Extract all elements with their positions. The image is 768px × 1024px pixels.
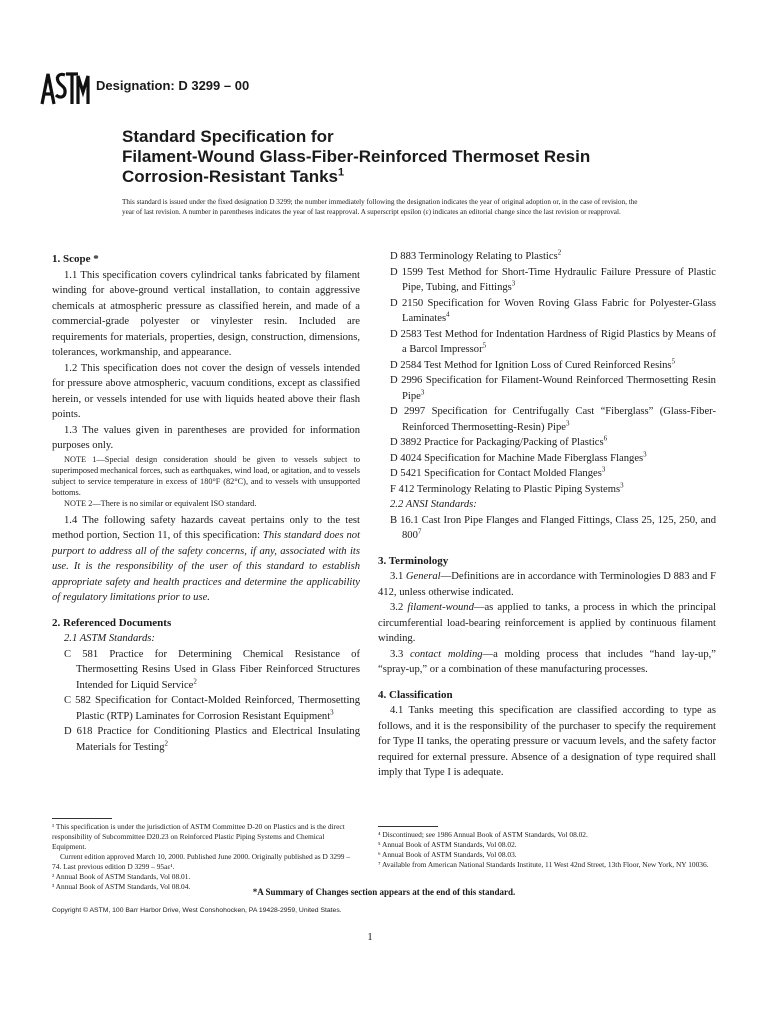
footnote-1-edition: Current edition approved March 10, 2000. Published June 2000. Originally published as D 3299 – 74. Last previous edition D 3299 – 95aε¹. — [52, 852, 351, 871]
footnote-2: ² Annual Book of ASTM Standards, Vol 08.01. — [52, 872, 191, 881]
ref-code: D 3892 — [390, 437, 422, 448]
ref-right-2 — [378, 296, 716, 327]
referenced-list-right — [378, 249, 716, 497]
para-3-3: 3.3 contact molding—a molding process that includes “hand lay-up,” “spray-up,” or a combination of these manufacturing processes. — [378, 648, 716, 675]
ref-right-0 — [378, 249, 716, 265]
ref-left-0 — [52, 647, 360, 694]
sub-astm-standards: 2.1 ASTM Standards: — [64, 633, 155, 644]
ref-footnote-mark: 5 — [482, 341, 487, 350]
ref-code: D 4024 — [390, 452, 422, 464]
ref-footnote-mark: 4 — [446, 310, 450, 319]
title-footnote-mark: 1 — [338, 166, 345, 179]
ref-title: Test Method for Ignition Loss of Cured Reinforced Resins — [423, 359, 672, 371]
ref-footnote-mark: 3 — [601, 465, 606, 474]
ref-code: D 2583 — [390, 328, 422, 340]
ref-title: Terminology Relating to Plastics — [418, 251, 558, 262]
ref-right-6 — [378, 404, 716, 435]
title-line-1: Standard Specification for — [122, 127, 334, 146]
ref-footnote-mark: 5 — [671, 356, 676, 365]
para-1-2: 1.2 This specification does not cover the design of vessels intended for pressure above atmospheric, vacuum conditions, except as classified herein, or vessels intended for use with liquids heated above their flash points. — [52, 362, 360, 420]
ref-footnote-mark: 3 — [620, 480, 624, 489]
ref-code: C 582 — [64, 695, 91, 706]
para-1-1: 1.1 This specification covers cylindrical tanks fabricated by filament winding for above-ground vertical installation, to contain aggressive chemicals at atmospheric pressure as classified herein, and made of a commercial-grade polyester or vinylester resin. Included are requirements for materials, properties, design, construction, dimensions, tolerances, workmanship, and appearance. — [52, 269, 360, 358]
ref-title: Specification for Centrifugally Cast “Fiberglass” (Glass-Fiber-Reinforced Thermosetting-Resin) Pipe — [402, 406, 716, 433]
ref-title: Specification for Contact Molded Flanges — [424, 468, 602, 479]
ref-right-4 — [378, 358, 716, 374]
footnote-5: ⁵ Annual Book of ASTM Standards, Vol 08.02. — [378, 840, 517, 849]
ref-title: Specification for Woven Roving Glass Fabric for Polyester-Glass Laminates — [402, 297, 716, 324]
right-column — [378, 249, 716, 781]
ref-title: Practice for Conditioning Plastics and Electrical Insulating Materials for Testing — [76, 726, 360, 753]
ref-title: Test Method for Indentation Hardness of Rigid Plastics by Means of a Barcol Impressor — [402, 328, 716, 355]
ref-right-9 — [378, 466, 716, 482]
note-1: NOTE 1—Special design consideration should be given to vessels subject to superimposed mechanical forces, such as earthquakes, wind load, or agitation, and to vessels subject to service temperature in excess of 180°F (82°C), and to vessels with unsupported bottoms. — [52, 454, 360, 497]
footnote-3: ³ Annual Book of ASTM Standards, Vol 08.04. — [52, 882, 191, 891]
para-1-3: 1.3 The values given in parentheses are provided for information purposes only. — [52, 424, 360, 451]
ref-code: D 2584 — [390, 359, 422, 371]
ref-right-7 — [378, 435, 716, 451]
astm-logo — [38, 64, 90, 112]
ref-code: C 581 — [64, 648, 99, 660]
ref-right-5 — [378, 373, 716, 404]
ref-code: D 1599 — [390, 266, 423, 278]
footnote-4: ⁴ Discontinued; see 1986 Annual Book of ASTM Standards, Vol 08.02. — [378, 830, 588, 839]
ref-right-10 — [378, 482, 716, 498]
para-1-4: 1.4 The following safety hazards caveat pertains only to the test method portion, Section 11, of this specification: This standard does not purport to address all of the safety concerns, if any, associated with its use. It is the responsibility of the user of this standard to establish appropriate safety and health practices and determine the applicability of regulatory limitations prior to use. — [52, 514, 361, 603]
footnote-1: ¹ This specification is under the jurisdiction of ASTM Committee D-20 on Plastics and is the direct responsibility of Subcommittee D20.23 on Reinforced Plastic Piping Systems and Chemical Equipment. — [52, 822, 345, 851]
footnote-rule-left — [52, 818, 112, 819]
document-title — [122, 127, 682, 187]
section-heading-scope: 1. Scope * — [52, 253, 99, 265]
summary-of-changes-note: *A Summary of Changes section appears at the end of this standard. — [252, 887, 516, 897]
ref-title: Terminology Relating to Plastic Piping Systems — [416, 483, 621, 495]
copyright-line: Copyright © ASTM, 100 Barr Harbor Drive, West Conshohocken, PA 19428-2959, United States. — [52, 907, 342, 914]
sub-ansi-standards: 2.2 ANSI Standards: — [390, 499, 477, 510]
ref-ansi: B 16.1 Cast Iron Pipe Flanges and Flanged Fittings, Class 25, 125, 250, and $800^7$ — [390, 514, 717, 541]
ref-left-2 — [52, 724, 360, 755]
referenced-list-left — [52, 647, 360, 756]
footnote-rule-right — [378, 826, 438, 827]
section-heading-referenced: 2. Referenced Documents — [52, 616, 172, 629]
para-4-1: 4.1 Tanks meeting this specification are classified according to type as follows, and it is the responsibility of the purchaser to specify the requirement for Type II tanks, the operating pressure or vacuum levels, and the safety factor required for external pressure. Absence of a designation of type required shall imply that Type I is adequate. — [378, 705, 716, 778]
title-line-3: Corrosion-Resistant Tanks$^1$ — [122, 166, 345, 186]
ref-right-1 — [378, 265, 716, 296]
ref-footnote-mark: 3 — [565, 418, 570, 427]
ref-code: D 5421 — [390, 468, 422, 479]
footnotes-left — [52, 822, 358, 892]
ref-footnote-mark: 3 — [420, 387, 425, 396]
ref-title: Practice for Determining Chemical Resistance of Thermosetting Resins Used in Glass Fiber Reinforced Structures Intended for Liquid Service — [76, 648, 360, 691]
ref-right-3 — [378, 327, 716, 358]
ref-title: Practice for Packaging/Packing of Plastics — [424, 437, 604, 448]
ref-footnote-mark: 3 — [643, 449, 647, 458]
para-3-1: 3.1 General—Definitions are in accordance with Terminologies D 883 and F 412, unless otherwise indicated. — [378, 571, 716, 598]
ref-left-1 — [52, 693, 360, 724]
ref-footnote-mark: 2 — [164, 738, 168, 747]
para-3-2: 3.2 filament-wound—as applied to tanks, a process in which the principal circumferential load-bearing reinforcement is applied by continuous filament winding. — [378, 602, 717, 644]
page-number: 1 — [367, 931, 373, 943]
footnote-7: ⁷ Available from American National Standards Institute, 11 West 42nd Street, 13th Floor, New York, NY 10036. — [378, 860, 709, 869]
note-2: NOTE 2—There is no similar or equivalent ISO standard. — [64, 498, 257, 508]
ref-right-8 — [378, 451, 716, 467]
left-column — [52, 252, 360, 755]
ref-code: D 2150 — [390, 297, 424, 309]
ref-title: Specification for Contact-Molded Reinforced, Thermosetting Plastic (RTP) Laminates for Corrosion Resistant Equipment — [76, 695, 360, 722]
ref-code: D 618 — [64, 726, 93, 737]
ref-footnote-mark: 3 — [511, 279, 516, 288]
title-line-2: Filament-Wound Glass-Fiber-Reinforced Thermoset Resin — [122, 147, 591, 166]
ref-code: D 883 — [390, 251, 417, 262]
ref-footnote-mark: 6 — [603, 434, 608, 443]
section-heading-terminology: 3. Terminology — [378, 554, 449, 567]
ref-title: Specification for Filament-Wound Reinforced Thermosetting Resin Pipe — [402, 375, 716, 402]
ref-title: Test Method for Short-Time Hydraulic Failure Pressure of Plastic Pipe, Tubing, and Fittings — [402, 266, 716, 293]
issuance-notice: This standard is issued under the fixed designation D 3299; the number immediately following the designation indicates the year of original adoption or, in the case of revision, the year of last revision. A number in parentheses indicates the year of last reapproval. A superscript epsilon (ε) indicates an editorial change since the last revision or reapproval. — [122, 198, 638, 216]
ref-code: D 2996 — [390, 375, 423, 386]
designation: Designation: D 3299 – 00 — [96, 78, 250, 93]
ref-code: F 412 — [390, 483, 415, 495]
ref-footnote-mark: 2 — [193, 676, 197, 685]
ref-footnote-mark: 2 — [557, 248, 562, 257]
section-heading-classification: 4. Classification — [378, 688, 453, 701]
ref-footnote-mark: 3 — [330, 707, 334, 716]
ref-title: Specification for Machine Made Fiberglass Flanges — [424, 452, 644, 464]
footnote-6: ⁶ Annual Book of ASTM Standards, Vol 08.03. — [378, 850, 517, 859]
ref-code: D 2997 — [390, 406, 426, 417]
footnotes-right — [378, 830, 716, 870]
